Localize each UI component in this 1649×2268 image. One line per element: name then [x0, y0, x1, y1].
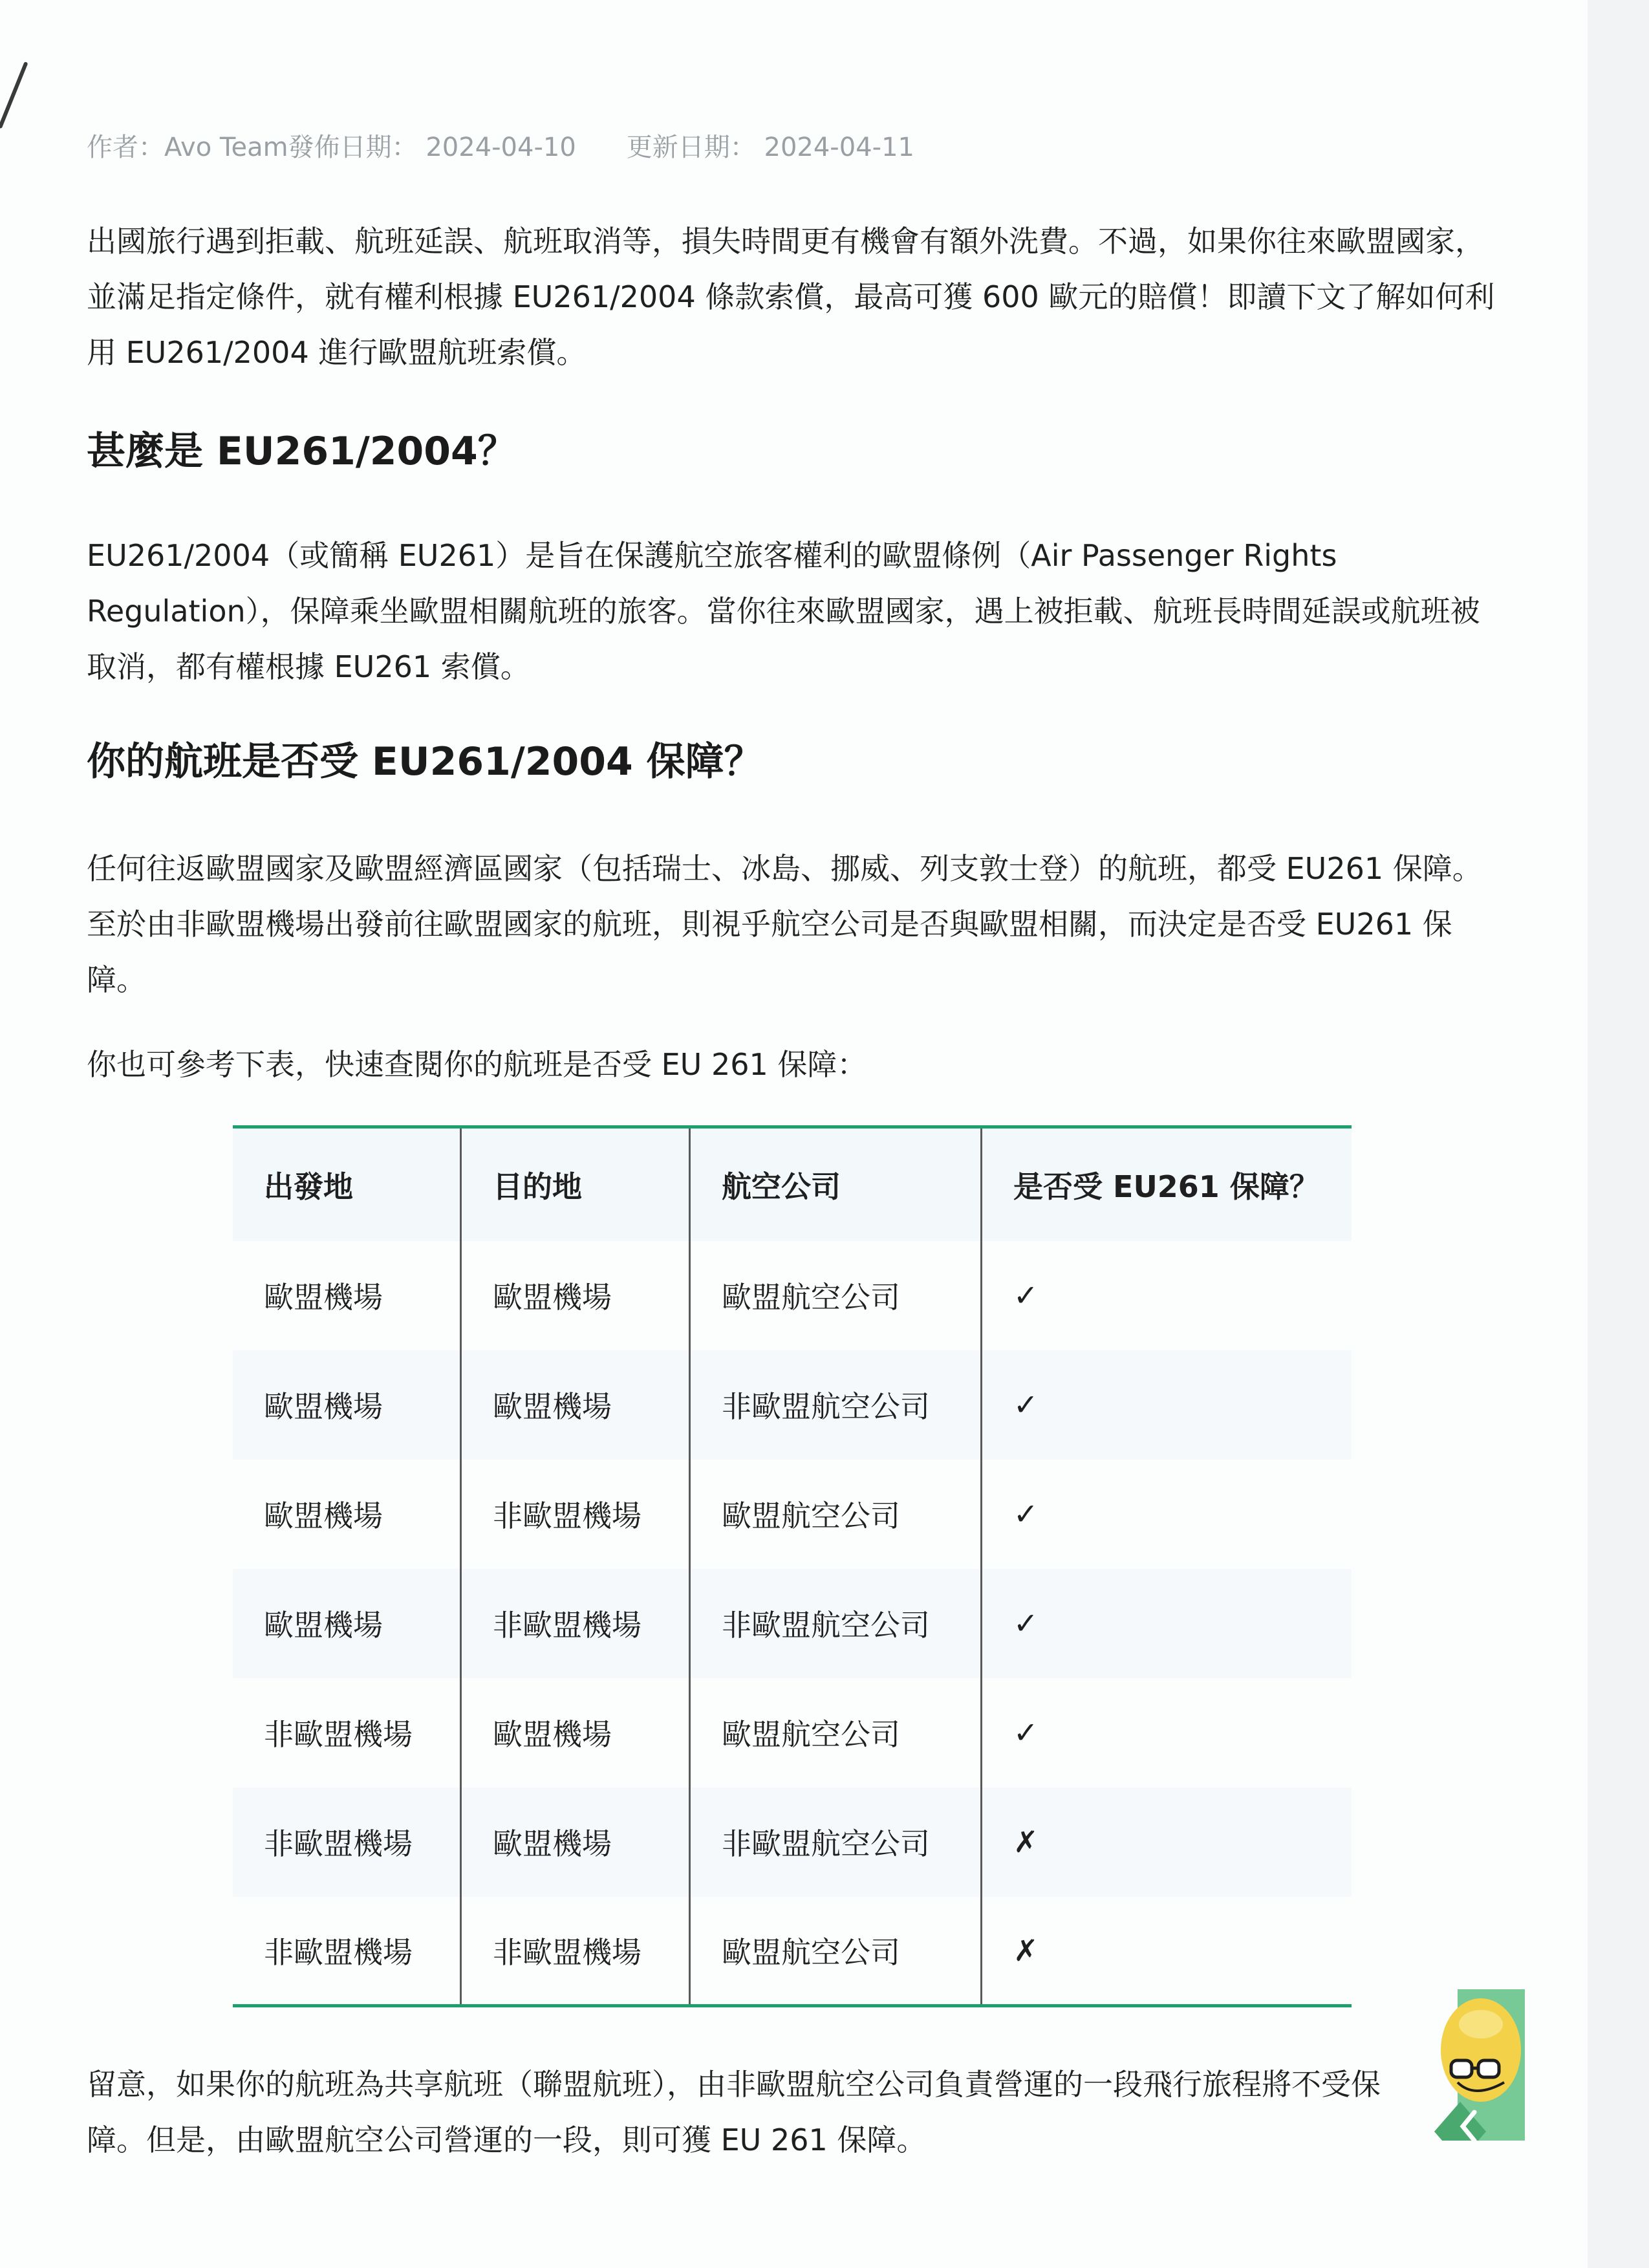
section-body-coverage: 任何往返歐盟國家及歐盟經濟區國家（包括瑞士、冰島、挪威、列支敦士登）的航班，都受 EU261 保障。至於由非歐盟機場出發前往歐盟國家的航班，則視乎航空公司是否與歐盟相關，而決定是否受 EU261 保障。: [87, 851, 1482, 997]
updated-date: 更新日期： 2024-04-11: [626, 133, 914, 162]
cell-destination: 歐盟機場: [461, 1350, 690, 1460]
table-lead-text: 你也可參考下表，快速查閱你的航班是否受 EU 261 保障：: [87, 1047, 867, 1082]
cell-departure: 非歐盟機場: [233, 1678, 461, 1787]
cell-covered: ✓: [1013, 1278, 1039, 1313]
cell-airline: 歐盟航空公司: [690, 1897, 982, 2006]
cell-airline: 非歐盟航空公司: [690, 1350, 982, 1460]
published-date: 發佈日期： 2024-04-10: [288, 133, 576, 162]
cell-destination: 歐盟機場: [461, 1787, 690, 1897]
table-row: [233, 1241, 1352, 1350]
header-departure: 出發地: [233, 1127, 461, 1241]
table-header-row: [233, 1127, 1352, 1241]
table-row: [233, 1678, 1352, 1787]
cell-airline: 非歐盟航空公司: [690, 1569, 982, 1678]
header-airline: 航空公司: [690, 1127, 982, 1241]
cell-covered: ✓: [1013, 1715, 1039, 1750]
table-row: [233, 1460, 1352, 1569]
chat-widget[interactable]: [1434, 1985, 1525, 2141]
header-covered: 是否受 EU261 保障？: [1013, 1169, 1319, 1204]
cell-covered: ✗: [1013, 1932, 1039, 1968]
cell-destination: 歐盟機場: [461, 1241, 690, 1350]
cell-covered: ✓: [1013, 1496, 1039, 1531]
cell-departure: 歐盟機場: [233, 1350, 461, 1460]
cell-destination: 非歐盟機場: [461, 1569, 690, 1678]
cell-airline: 歐盟航空公司: [690, 1678, 982, 1787]
avocado-mascot-icon: [1434, 1985, 1525, 2141]
eu261-coverage-table: [233, 1125, 1352, 2007]
cell-airline: 歐盟航空公司: [690, 1460, 982, 1569]
cell-departure: 歐盟機場: [233, 1460, 461, 1569]
cell-departure: 歐盟機場: [233, 1241, 461, 1350]
header-destination: 目的地: [461, 1127, 690, 1241]
table-row: [233, 1787, 1352, 1897]
codeshare-note: 留意，如果你的航班為共享航班（聯盟航班），由非歐盟航空公司負責營運的一段飛行旅程將不受保障。但是，由歐盟航空公司營運的一段，則可獲 EU 261 保障。: [87, 2067, 1381, 2157]
cell-departure: 非歐盟機場: [233, 1897, 461, 2006]
section-body-what-is-eu261: EU261/2004（或簡稱 EU261）是旨在保護航空旅客權利的歐盟條例（Air Passenger Rights Regulation），保障乘坐歐盟相關航班的旅客。當你往來歐盟國家，遇上被拒載、航班長時間延誤或航班被取消，都有權根據 EU261 索償。: [87, 538, 1480, 684]
cell-destination: 非歐盟機場: [461, 1460, 690, 1569]
cell-destination: 非歐盟機場: [461, 1897, 690, 2006]
cell-airline: 非歐盟航空公司: [690, 1787, 982, 1897]
cell-departure: 非歐盟機場: [233, 1787, 461, 1897]
article-meta: [87, 127, 914, 164]
intro-paragraph: 出國旅行遇到拒載、航班延誤、航班取消等，損失時間更有機會有額外洗費。不過，如果你往來歐盟國家，並滿足指定條件，就有權利根據 EU261/2004 條款索償，最高可獲 600 歐元的賠償！即讀下文了解如何利用 EU261/2004 進行歐盟航班索償。: [87, 224, 1495, 370]
section-heading-coverage: 你的航班是否受 EU261/2004 保障？: [87, 739, 763, 784]
cell-destination: 歐盟機場: [461, 1678, 690, 1787]
cell-covered: ✓: [1013, 1606, 1039, 1641]
table-row: [233, 1350, 1352, 1460]
table-row: [233, 1569, 1352, 1678]
cell-departure: 歐盟機場: [233, 1569, 461, 1678]
scan-edge: [1588, 0, 1649, 2268]
pen-mark: [0, 61, 28, 129]
author: 作者：Avo Team: [87, 133, 288, 162]
table-row: [233, 1897, 1352, 2006]
cell-airline: 歐盟航空公司: [690, 1241, 982, 1350]
section-heading-what-is-eu261: 甚麼是 EU261/2004？: [87, 429, 517, 474]
cell-covered: ✗: [1013, 1824, 1039, 1859]
cell-covered: ✓: [1013, 1387, 1039, 1422]
